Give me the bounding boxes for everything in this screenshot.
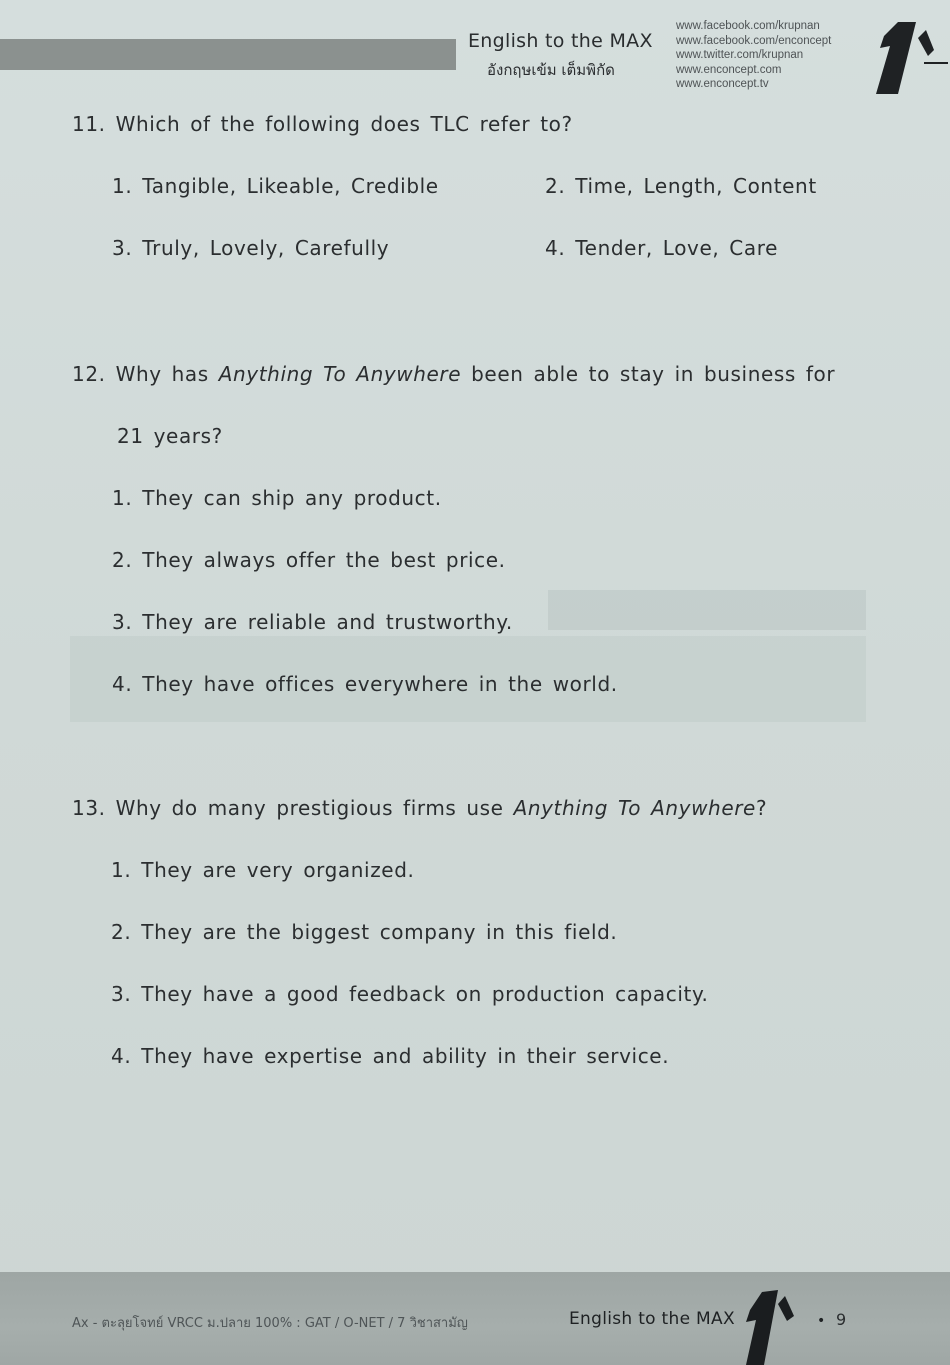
question-number: 13.	[72, 796, 106, 820]
option-number: 1.	[112, 486, 133, 510]
question-12-line2	[117, 424, 223, 448]
option-number: 2.	[111, 920, 132, 944]
header-bar	[0, 39, 456, 70]
question-text-italic: Anything To Anywhere	[513, 796, 756, 820]
option-number: 2.	[545, 174, 566, 198]
option-text: Tender, Love, Care	[575, 236, 778, 260]
question-11	[72, 112, 573, 136]
header-title: English to the MAX	[468, 30, 653, 52]
option-number: 2.	[112, 548, 133, 572]
header-link[interactable]: www.enconcept.com	[676, 63, 782, 76]
question-13	[72, 796, 767, 820]
option-11-4[interactable]	[545, 236, 778, 260]
header-links	[676, 19, 831, 92]
question-text: 21 years?	[117, 424, 223, 448]
option-number: 3.	[112, 610, 133, 634]
page-number: 9	[836, 1310, 847, 1329]
option-number: 3.	[112, 236, 133, 260]
option-text: They have a good feedback on production capacity.	[141, 982, 709, 1006]
option-12-3[interactable]	[112, 610, 513, 634]
option-number: 3.	[111, 982, 132, 1006]
header-link[interactable]: www.enconcept.tv	[676, 78, 769, 90]
option-number: 4.	[111, 1044, 132, 1068]
question-text: been able to stay in business for	[471, 362, 836, 386]
option-text: They have offices everywhere in the world.	[142, 672, 618, 696]
option-text: They always offer the best price.	[142, 548, 506, 572]
option-text: Tangible, Likeable, Credible	[142, 174, 439, 198]
header-link[interactable]: www.facebook.com/krupnan	[676, 20, 820, 32]
option-text: They are the biggest company in this field.	[141, 920, 618, 944]
option-number: 4.	[545, 236, 566, 260]
option-text: They are reliable and trustworthy.	[142, 610, 513, 634]
option-text: They can ship any product.	[142, 486, 442, 510]
option-text: They have expertise and ability in their service.	[141, 1044, 670, 1068]
option-text: Truly, Lovely, Carefully	[142, 236, 390, 260]
option-13-1[interactable]	[111, 858, 414, 882]
footer-title: English to the MAX	[569, 1309, 735, 1329]
option-12-2[interactable]	[112, 548, 506, 572]
enconcept-footer-logo-icon	[738, 1286, 798, 1365]
question-text: Which of the following does TLC refer to?	[115, 112, 573, 136]
option-text: Time, Length, Content	[575, 174, 817, 198]
header-link[interactable]: www.facebook.com/enconcept	[676, 34, 832, 47]
question-text: Why has	[115, 362, 209, 386]
option-12-1[interactable]	[112, 486, 442, 510]
header-subtitle: อังกฤษเข้ม เต็มพิกัด	[487, 61, 615, 79]
option-11-3[interactable]	[112, 236, 389, 260]
option-text: They are very organized.	[141, 858, 415, 882]
option-number: 4.	[112, 672, 133, 696]
option-13-4[interactable]	[111, 1044, 669, 1068]
option-13-3[interactable]	[111, 982, 709, 1006]
background-shadow	[548, 590, 866, 630]
question-number: 11.	[72, 112, 106, 136]
question-text: Why do many prestigious firms use	[115, 796, 504, 820]
question-number: 12.	[72, 362, 106, 386]
header-link[interactable]: www.twitter.com/krupnan	[676, 49, 804, 61]
question-12	[72, 362, 835, 386]
question-text-italic: Anything To Anywhere	[218, 362, 462, 386]
option-12-4[interactable]	[112, 672, 618, 696]
footer-series-text: Ax - ตะลุยโจทย์ VRCC ม.ปลาย 100% : GAT / O-NET / 7 วิชาสามัญ	[72, 1316, 468, 1331]
option-number: 1.	[111, 858, 132, 882]
footer-bullet: •	[817, 1313, 826, 1329]
enconcept-logo-icon	[868, 16, 948, 98]
option-11-1[interactable]	[112, 174, 439, 198]
question-text: ?	[755, 796, 768, 820]
option-11-2[interactable]	[545, 174, 817, 198]
option-number: 1.	[112, 174, 133, 198]
option-13-2[interactable]	[111, 920, 617, 944]
